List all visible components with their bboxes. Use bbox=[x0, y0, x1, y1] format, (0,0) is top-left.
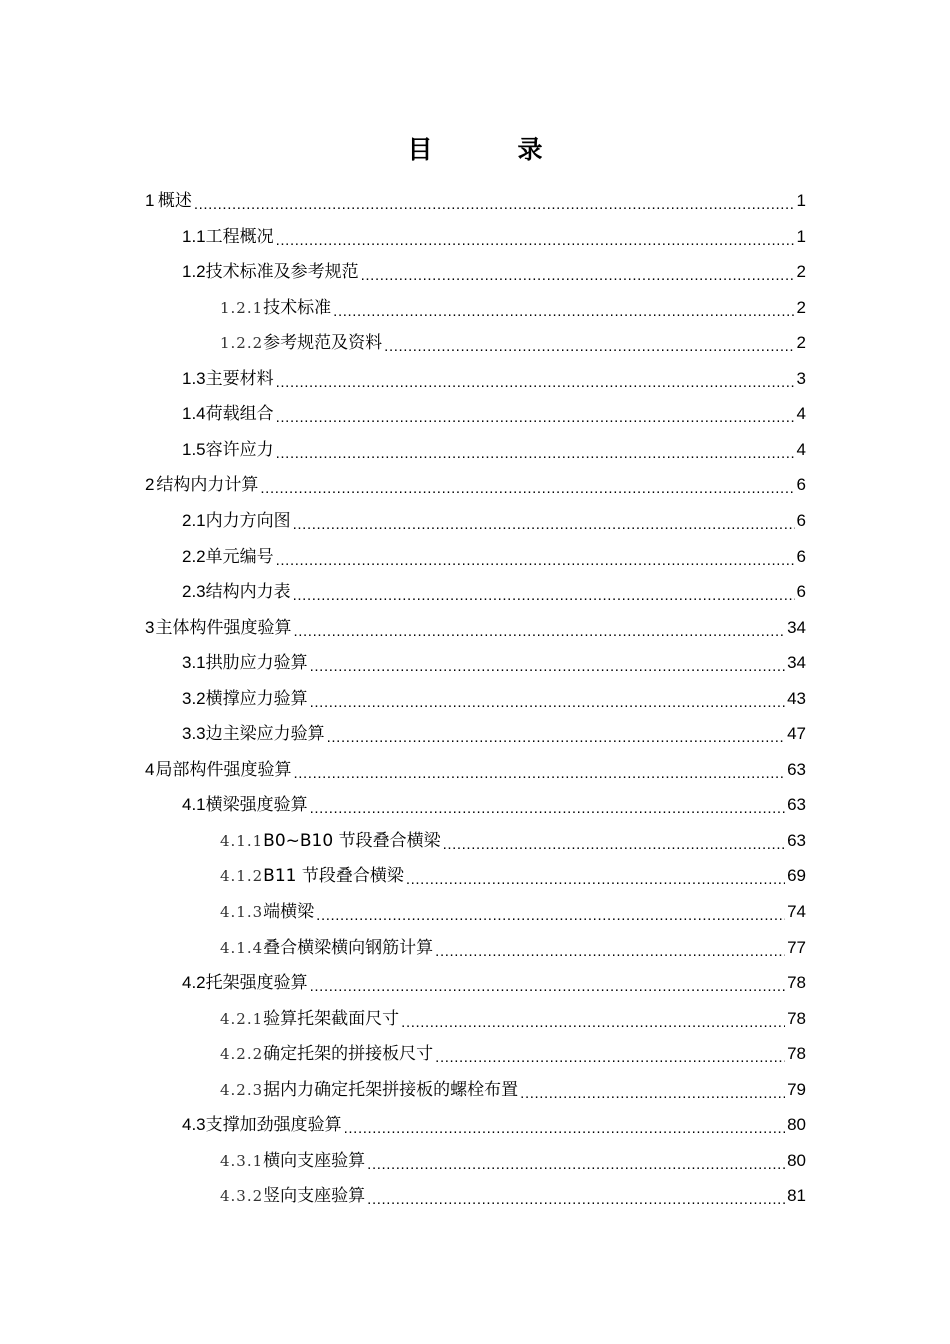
toc-entry[interactable] bbox=[220, 930, 806, 966]
toc-entry-page: 1 bbox=[796, 226, 806, 246]
toc-dot-leader bbox=[384, 337, 794, 357]
toc-entry-page: 78 bbox=[787, 1044, 806, 1064]
toc-dot-leader bbox=[520, 1084, 785, 1104]
toc-entry-number: 4.1.3 bbox=[220, 903, 264, 921]
toc-entry-page: 6 bbox=[796, 582, 806, 602]
toc-dot-leader bbox=[316, 906, 785, 926]
toc-entry-number: 4.2.2 bbox=[220, 1045, 264, 1064]
toc-entry[interactable] bbox=[220, 325, 806, 361]
toc-entry-page: 2 bbox=[796, 297, 806, 317]
toc-entry-label: B11 节段叠合横梁 bbox=[263, 866, 404, 887]
toc-dot-leader bbox=[276, 231, 795, 251]
toc-entry-label: 端横梁 bbox=[263, 902, 315, 922]
toc-entry[interactable] bbox=[220, 290, 806, 326]
toc-entry-number: 4.3.1 bbox=[220, 1151, 264, 1170]
toc-entry[interactable] bbox=[220, 1178, 806, 1214]
toc-entry-page: 81 bbox=[787, 1186, 806, 1206]
toc-entry-number: 4 bbox=[145, 759, 155, 779]
toc-entry-number: 4.2.1 bbox=[220, 1009, 264, 1028]
toc-entry-page: 63 bbox=[787, 795, 806, 815]
toc-entry-number: 1.5 bbox=[182, 439, 206, 459]
toc-dot-leader bbox=[327, 728, 785, 748]
toc-entry-number: 2 bbox=[145, 475, 155, 495]
toc-entry-page: 69 bbox=[787, 866, 806, 886]
toc-entry-page: 80 bbox=[787, 1115, 806, 1135]
toc-entry-number: 3.2 bbox=[182, 688, 206, 708]
toc-dot-leader bbox=[401, 1013, 785, 1033]
toc-entry-number: 4.2 bbox=[182, 973, 206, 993]
toc-entry-label: 结构内力表 bbox=[205, 582, 291, 603]
toc-entry-label: 横向支座验算 bbox=[263, 1150, 366, 1171]
toc-entry-label: 参考规范及资料 bbox=[263, 333, 383, 354]
toc-dot-leader bbox=[276, 444, 795, 464]
toc-dot-leader bbox=[435, 942, 785, 962]
toc-entry-page: 4 bbox=[796, 439, 806, 459]
toc-entry-number: 1.2 bbox=[182, 262, 206, 282]
toc-entry[interactable] bbox=[182, 539, 806, 575]
toc-entry-label: 内力方向图 bbox=[205, 510, 291, 531]
toc-entry[interactable] bbox=[220, 894, 806, 930]
toc-entry-page: 78 bbox=[787, 973, 806, 993]
toc-dot-leader bbox=[293, 586, 795, 606]
toc-entry-label: 单元编号 bbox=[205, 546, 274, 567]
toc-title: 目 录 bbox=[407, 135, 573, 164]
toc-entry-label: 局部构件强度验算 bbox=[155, 759, 292, 780]
toc-entry-label: 主要材料 bbox=[205, 368, 274, 389]
toc-entry-number: 2.3 bbox=[182, 582, 206, 602]
toc-entry-number: 2.2 bbox=[182, 546, 206, 566]
toc-entry-label: B0~B10 节段叠合横梁 bbox=[263, 830, 441, 851]
toc-entry[interactable] bbox=[145, 610, 806, 646]
toc-dot-leader bbox=[367, 1190, 785, 1210]
toc-entry[interactable] bbox=[220, 823, 806, 859]
toc-entry-label: 容许应力 bbox=[205, 439, 274, 460]
toc-entry-label: 横撑应力验算 bbox=[205, 688, 308, 709]
toc-entry-label: 技术标准及参考规范 bbox=[205, 262, 359, 283]
toc-entry-label: 概述 bbox=[157, 191, 192, 211]
toc-entry-number: 4.1.1 bbox=[220, 831, 264, 850]
toc-entry[interactable] bbox=[145, 467, 806, 503]
toc-entry-page: 78 bbox=[787, 1008, 806, 1028]
toc-entry[interactable] bbox=[182, 219, 806, 255]
toc-dot-leader bbox=[361, 266, 795, 286]
toc-entry[interactable] bbox=[182, 965, 806, 1001]
toc-entry-page: 2 bbox=[796, 262, 806, 282]
toc-entry-page: 6 bbox=[796, 510, 806, 530]
toc-entry-label: 确定托架的拼接板尺寸 bbox=[263, 1044, 434, 1065]
toc-entry[interactable] bbox=[220, 1001, 806, 1037]
toc-entry-number: 3 bbox=[145, 617, 155, 637]
toc-entry-number: 3.3 bbox=[182, 724, 206, 744]
toc-entry-page: 63 bbox=[787, 759, 806, 779]
toc-entry[interactable] bbox=[182, 254, 806, 290]
toc-entry-number: 4.1 bbox=[182, 795, 206, 815]
toc-entry-page: 74 bbox=[787, 902, 806, 921]
toc-dot-leader bbox=[260, 479, 794, 499]
toc-entry[interactable] bbox=[182, 681, 806, 717]
toc-entry[interactable] bbox=[182, 396, 806, 432]
toc-entry-number: 4.1.4 bbox=[220, 938, 264, 957]
toc-entry-page: 43 bbox=[787, 688, 806, 708]
toc-entry-page: 80 bbox=[787, 1150, 806, 1170]
toc-entry-number: 4.3.2 bbox=[220, 1187, 264, 1206]
toc-entry-label: 荷载组合 bbox=[205, 404, 274, 425]
toc-entry-label: 验算托架截面尺寸 bbox=[263, 1008, 400, 1029]
toc-entry-label: 支撑加劲强度验算 bbox=[205, 1115, 342, 1136]
toc-dot-leader bbox=[367, 1155, 785, 1175]
toc-entry-page: 34 bbox=[787, 617, 806, 637]
toc-entry-page: 4 bbox=[796, 404, 806, 424]
toc-entry[interactable] bbox=[182, 787, 806, 823]
toc-entry-label: 拱肋应力验算 bbox=[205, 653, 308, 674]
toc-dot-leader bbox=[294, 622, 786, 642]
toc-dot-leader bbox=[293, 515, 795, 535]
toc-entry[interactable] bbox=[145, 183, 806, 219]
toc-entry-label: 结构内力计算 bbox=[156, 475, 259, 496]
toc-entry-label: 托架强度验算 bbox=[205, 973, 308, 994]
toc-entry-number: 4.3 bbox=[182, 1115, 206, 1135]
toc-entry-number: 2.1 bbox=[182, 510, 206, 530]
toc-dot-leader bbox=[310, 657, 785, 677]
toc-dot-leader bbox=[276, 373, 795, 393]
toc-dot-leader bbox=[310, 977, 785, 997]
toc-entry-label: 技术标准 bbox=[263, 297, 332, 318]
toc-dot-leader bbox=[194, 195, 795, 215]
toc-entry-number: 3.1 bbox=[182, 653, 206, 673]
toc-entry[interactable] bbox=[182, 432, 806, 468]
toc-entry-page: 3 bbox=[796, 368, 806, 388]
toc-entry-number: 1.2.2 bbox=[220, 334, 264, 353]
toc-entry-page: 77 bbox=[787, 937, 806, 957]
toc-entry-label: 据内力确定托架拼接板的螺栓布置 bbox=[263, 1079, 519, 1100]
toc-entry-label: 工程概况 bbox=[205, 226, 274, 247]
toc-entry[interactable] bbox=[182, 645, 806, 681]
toc-entry-page: 47 bbox=[787, 724, 806, 744]
toc-dot-leader bbox=[333, 302, 794, 322]
toc-entry[interactable] bbox=[182, 716, 806, 752]
toc-entry[interactable] bbox=[220, 1143, 806, 1179]
toc-entry-page: 63 bbox=[787, 830, 806, 850]
toc-dot-leader bbox=[276, 551, 795, 571]
toc-dot-leader bbox=[406, 870, 785, 890]
toc-entry-number: 1.4 bbox=[182, 404, 206, 424]
toc-dot-leader bbox=[435, 1048, 785, 1068]
toc-entry[interactable] bbox=[182, 574, 806, 610]
toc-entry[interactable] bbox=[220, 1072, 806, 1108]
toc-entry-number: 1.2.1 bbox=[220, 298, 264, 317]
toc-dot-leader bbox=[344, 1119, 785, 1139]
toc-entry-label: 横梁强度验算 bbox=[205, 795, 308, 816]
toc-entry[interactable] bbox=[220, 1036, 806, 1072]
toc-dot-leader bbox=[310, 799, 785, 819]
toc-entry[interactable] bbox=[182, 1107, 806, 1143]
toc-dot-leader bbox=[294, 764, 786, 784]
toc-entry-page: 34 bbox=[787, 653, 806, 673]
toc-entry[interactable] bbox=[145, 752, 806, 788]
toc-entry-number: 1 bbox=[145, 191, 155, 210]
toc-entry[interactable] bbox=[220, 858, 806, 894]
toc-entry-number: 1.1 bbox=[182, 226, 206, 246]
toc-entry-number: 1.3 bbox=[182, 368, 206, 388]
toc-dot-leader bbox=[276, 408, 795, 428]
toc-entry-page: 6 bbox=[796, 546, 806, 566]
toc-entry-label: 主体构件强度验算 bbox=[155, 617, 292, 638]
toc-entry-label: 竖向支座验算 bbox=[263, 1186, 366, 1207]
toc-entry[interactable] bbox=[182, 361, 806, 397]
toc-entry[interactable] bbox=[182, 503, 806, 539]
toc-entry-page: 6 bbox=[796, 475, 806, 495]
toc-dot-leader bbox=[443, 835, 785, 855]
toc-entry-page: 79 bbox=[787, 1079, 806, 1099]
toc-entry-page: 1 bbox=[796, 191, 806, 210]
toc-entry-number: 4.1.2 bbox=[220, 867, 264, 886]
toc-entry-label: 叠合横梁横向钢筋计算 bbox=[263, 937, 434, 958]
toc-entry-page: 2 bbox=[796, 333, 806, 353]
toc-entry-label: 边主梁应力验算 bbox=[205, 724, 325, 745]
toc-entry-number: 4.2.3 bbox=[220, 1080, 264, 1099]
toc-dot-leader bbox=[310, 693, 785, 713]
